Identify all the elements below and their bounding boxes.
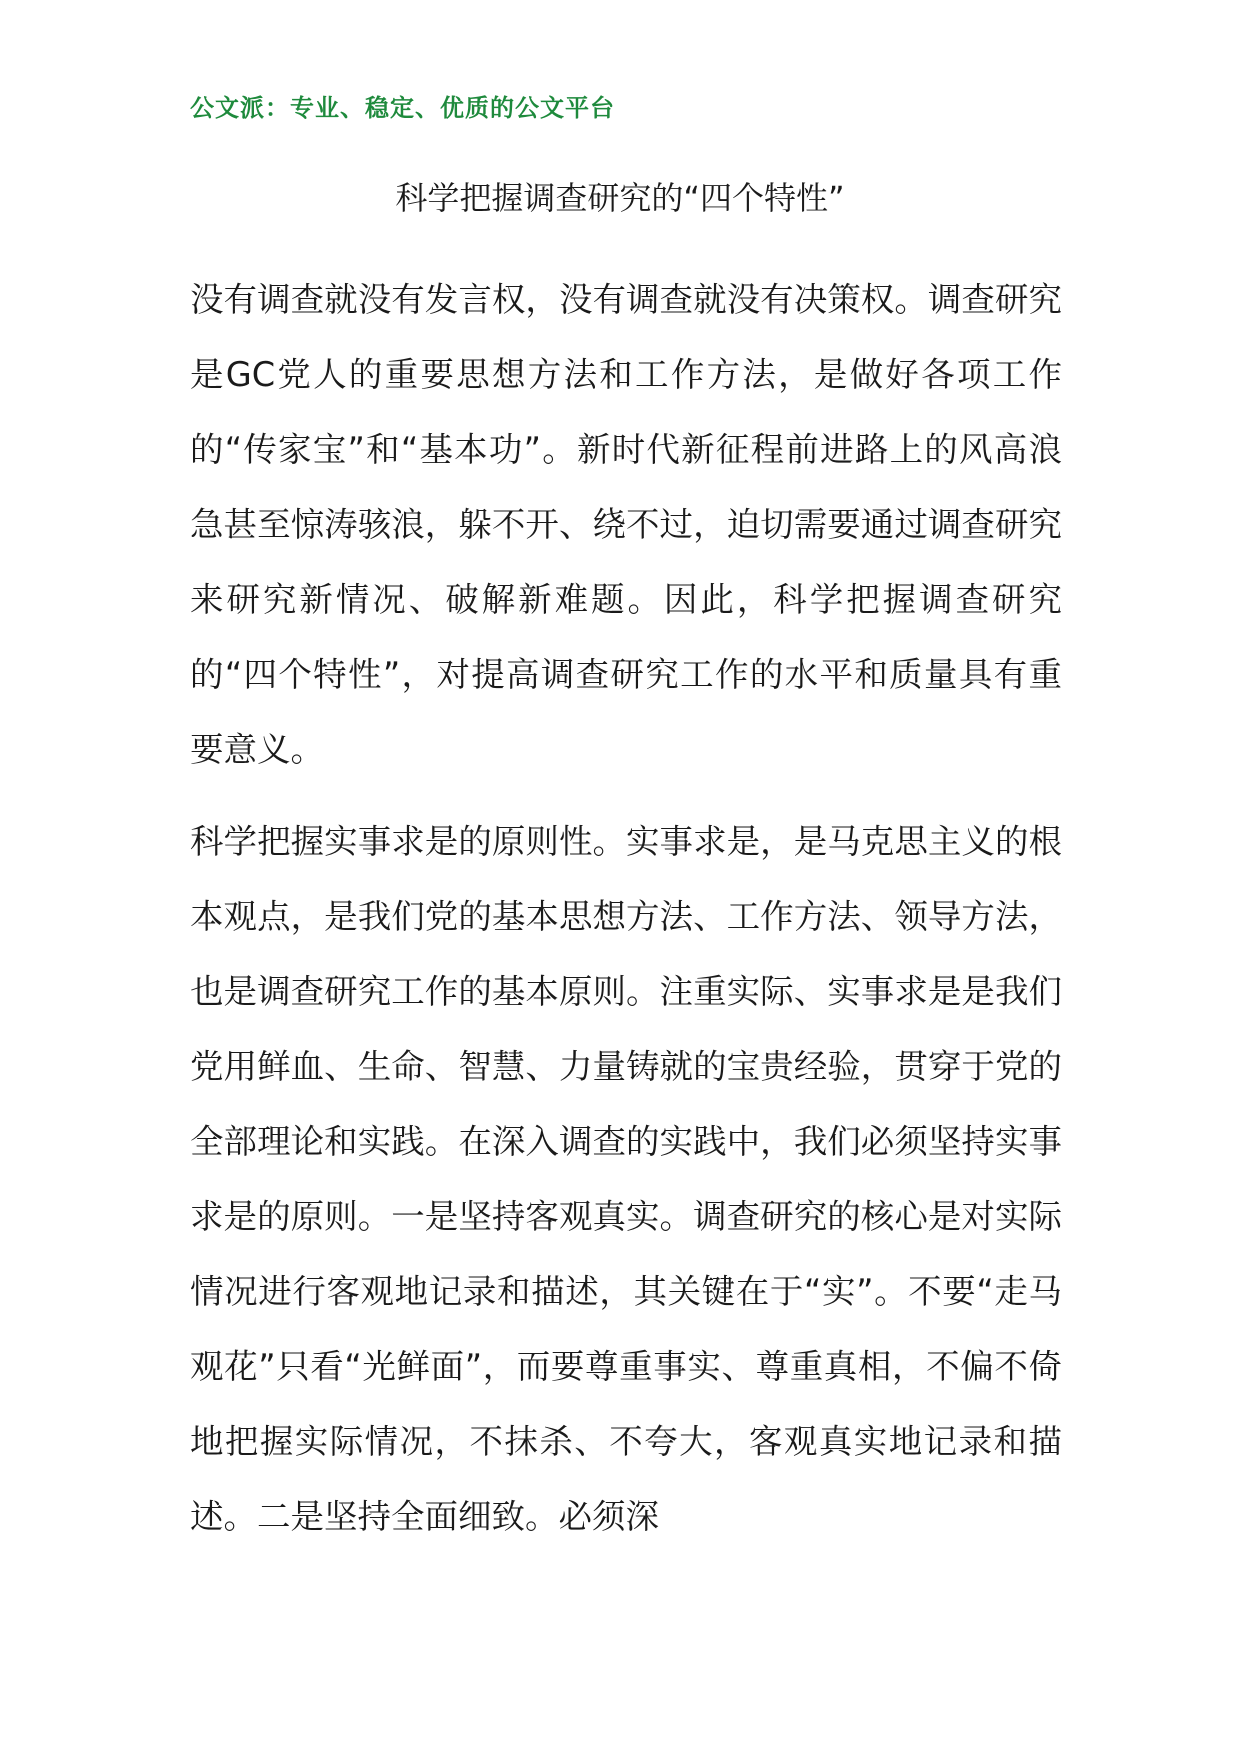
site-header-banner: 公文派：专业、稳定、优质的公文平台 — [190, 94, 615, 122]
paragraph-principle: 科学把握实事求是的原则性。实事求是，是马克思主义的根本观点，是我们党的基本思想方法、工作方法、领导方法，也是调查研究工作的基本原则。注重实际、实事求是是我们党用鲜血、生命、智慧、力量铸就的宝贵经验，贯穿于党的全部理论和实践。在深入调查的实践中，我们必须坚持实事求是的原则。一是坚持客观真实。调查研究的核心是对实际情况进行客观地记录和描述，其关键在于“实”。不要“走马观花”只看“光鲜面”，而要尊重事实、尊重真相，不偏不倚地把握实际情况，不抹杀、不夸大，客观真实地记录和描述。二是坚持全面细致。必须深 — [190, 822, 1062, 1536]
paragraph-intro: 没有调查就没有发言权，没有调查就没有决策权。调查研究是GC党人的重要思想方法和工作方法，是做好各项工作的“传家宝”和“基本功”。新时代新征程前进路上的风高浪急甚至惊涛骇浪，躲不开、绕不过，迫切需要通过调查研究来研究新情况、破解新难题。因此，科学把握调查研究的“四个特性”，对提高调查研究工作的水平和质量具有重要意义。 — [190, 280, 1062, 769]
document-body — [190, 262, 1062, 1571]
document-title: 科学把握调查研究的“四个特性” — [395, 179, 845, 217]
